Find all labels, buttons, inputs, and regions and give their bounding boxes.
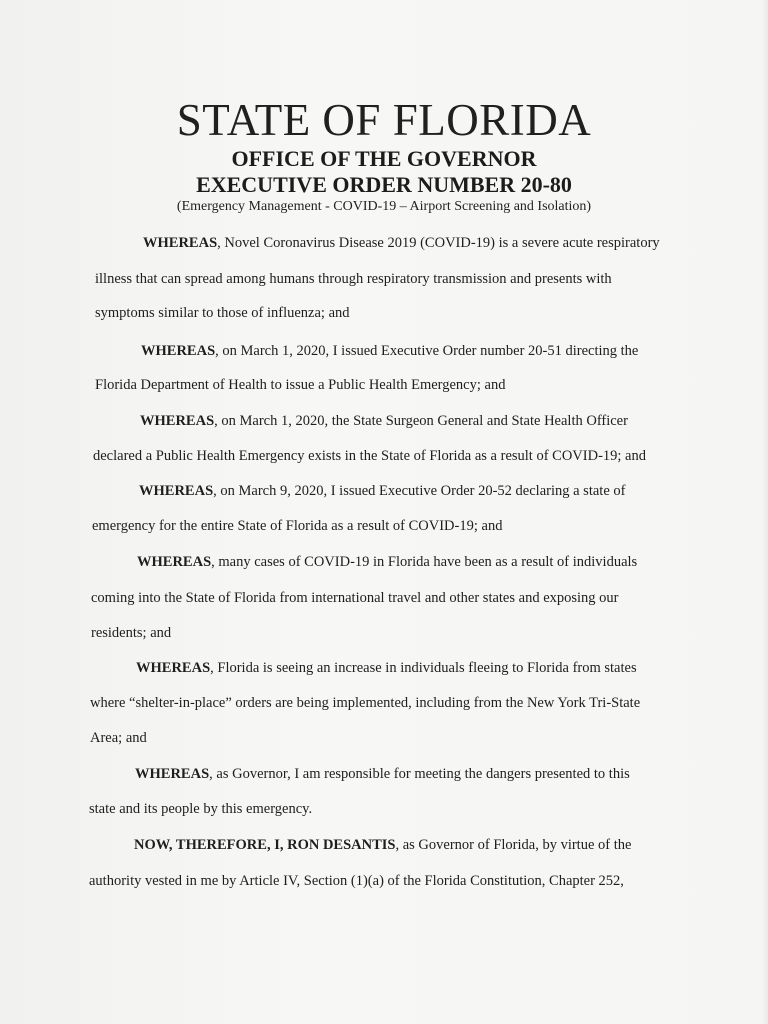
paragraph-3-line-2: declared a Public Health Emergency exists in the State of Florida as a result of COVID-19; and — [93, 448, 646, 464]
document-title: STATE OF FLORIDA — [176, 95, 592, 145]
paragraph-1-line-1: WHEREAS, Novel Coronavirus Disease 2019 (COVID-19) is a severe acute respiratory — [143, 235, 660, 251]
paragraph-7-line-2: state and its people by this emergency. — [89, 801, 313, 817]
paragraph-4-line-1: WHEREAS, on March 9, 2020, I issued Executive Order 20-52 declaring a state of — [139, 483, 626, 499]
paragraph-5-line-3: residents; and — [91, 625, 172, 641]
paragraph-5-line-1: WHEREAS, many cases of COVID-19 in Florida have been as a result of individuals — [137, 554, 638, 570]
order-subject: (Emergency Management - COVID-19 – Airport Screening and Isolation) — [176, 199, 592, 214]
paragraph-6-line-1: WHEREAS, Florida is seeing an increase in individuals fleeing to Florida from states — [136, 660, 637, 676]
paragraph-8-line-2: authority vested in me by Article IV, Section (1)(a) of the Florida Constitution, Chapter 252, — [89, 873, 624, 889]
paragraph-1-line-3: symptoms similar to those of influenza; and — [95, 305, 350, 321]
paragraph-4-line-2: emergency for the entire State of Florida as a result of COVID-19; and — [92, 518, 503, 534]
paragraph-8-lead: NOW, THEREFORE, I, RON DESANTIS — [134, 837, 396, 853]
paragraph-6-lead: WHEREAS — [136, 660, 211, 676]
paragraph-6-line-2: where “shelter-in-place” orders are being implemented, including from the New York Tri-State — [90, 695, 641, 711]
paragraph-6-line-3: Area; and — [90, 730, 147, 746]
paragraph-3-line-1: WHEREAS, on March 1, 2020, the State Surgeon General and State Health Officer — [140, 413, 628, 429]
paragraph-7-lead: WHEREAS — [135, 766, 210, 782]
order-number-heading: EXECUTIVE ORDER NUMBER 20-80 — [196, 172, 572, 197]
paragraph-7-line-1: WHEREAS, as Governor, I am responsible for meeting the dangers presented to this — [135, 766, 630, 782]
paragraph-4-lead: WHEREAS — [139, 483, 214, 499]
paragraph-1-line-2: illness that can spread among humans through respiratory transmission and presents with — [95, 271, 612, 287]
paragraph-8-line-1: NOW, THEREFORE, I, RON DESANTIS, as Governor of Florida, by virtue of the — [134, 837, 632, 853]
paragraph-1-lead: WHEREAS — [143, 235, 218, 251]
office-heading: OFFICE OF THE GOVERNOR — [231, 146, 537, 171]
paragraph-3-lead: WHEREAS — [140, 413, 215, 429]
paragraph-5-line-2: coming into the State of Florida from international travel and other states and exposing our — [91, 590, 619, 606]
paragraph-5-lead: WHEREAS — [137, 554, 212, 570]
paragraph-2-line-2: Florida Department of Health to issue a Public Health Emergency; and — [95, 377, 506, 393]
paragraph-2-line-1: WHEREAS, on March 1, 2020, I issued Executive Order number 20-51 directing the — [141, 343, 639, 359]
paragraph-2-lead: WHEREAS — [141, 343, 216, 359]
